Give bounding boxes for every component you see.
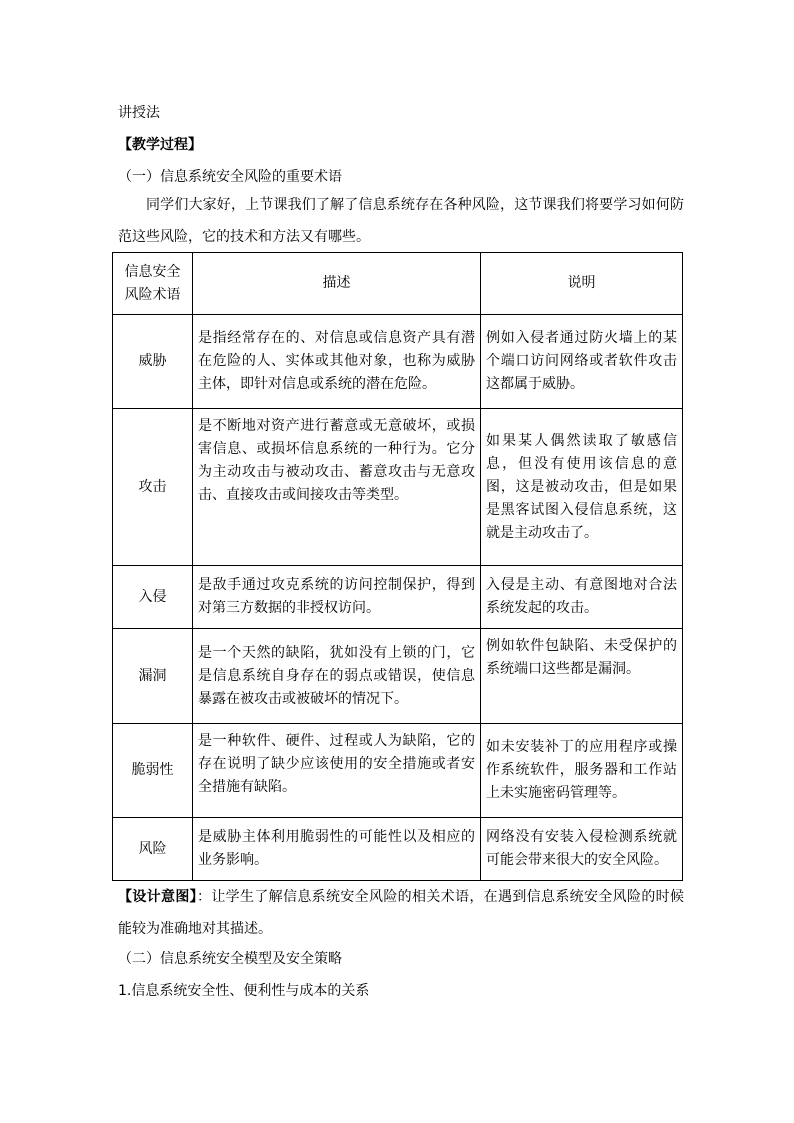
desc-cell: 是不断地对资产进行蓄意或无意破坏，或损害信息、或损坏信息系统的一种行为。它分为主动攻击与被动攻击、蓄意攻击与无意攻击、直接攻击或间接攻击等类型。 bbox=[193, 409, 481, 566]
header-desc: 描述 bbox=[193, 253, 481, 315]
design-intent-label: 【设计意图】 bbox=[118, 889, 197, 905]
table-row bbox=[113, 818, 683, 881]
teaching-method: 讲授法 bbox=[118, 105, 160, 121]
header-term: 信息安全风险术语 bbox=[113, 253, 193, 315]
table-row bbox=[113, 724, 683, 818]
table-header-row bbox=[113, 253, 683, 315]
note-cell: 网络没有安装入侵检测系统就可能会带来很大的安全风险。 bbox=[481, 818, 683, 881]
note-cell: 例如软件包缺陷、未受保护的系统端口这些都是漏洞。 bbox=[481, 629, 683, 724]
term-cell: 脆弱性 bbox=[113, 724, 193, 818]
subsection-title: 1.信息系统安全性、便利性与成本的关系 bbox=[118, 983, 370, 999]
term-cell: 风险 bbox=[113, 818, 193, 881]
note-cell: 如果某人偶然读取了敏感信息，但没有使用该信息的意图，这是被动攻击，但是如果是黑客试图入侵信息系统，这就是主动攻击了。 bbox=[481, 409, 683, 566]
term-cell: 漏洞 bbox=[113, 629, 193, 724]
table-row bbox=[113, 409, 683, 566]
term-cell: 入侵 bbox=[113, 566, 193, 629]
table-row bbox=[113, 315, 683, 409]
desc-cell: 是一个天然的缺陷，犹如没有上锁的门，它是信息系统自身存在的弱点或错误，使信息暴露在被攻击或被破坏的情况下。 bbox=[193, 629, 481, 724]
desc-cell: 是指经常存在的、对信息或信息资产具有潜在危险的人、实体或其他对象，也称为威胁主体，即针对信息或系统的潜在危险。 bbox=[193, 315, 481, 409]
term-cell: 威胁 bbox=[113, 315, 193, 409]
table-row bbox=[113, 629, 683, 724]
desc-cell: 是威胁主体利用脆弱性的可能性以及相应的业务影响。 bbox=[193, 818, 481, 881]
note-cell: 入侵是主动、有意图地对合法系统发起的攻击。 bbox=[481, 566, 683, 629]
note-cell: 如未安装补丁的应用程序或操作系统软件，服务器和工作站上未实施密码管理等。 bbox=[481, 724, 683, 818]
design-intent bbox=[118, 881, 684, 945]
table-row bbox=[113, 566, 683, 629]
section-1-title: （一）信息系统安全风险的重要术语 bbox=[118, 169, 342, 185]
note-cell: 例如入侵者通过防火墙上的某个端口访问网络或者软件攻击这都属于威胁。 bbox=[481, 315, 683, 409]
desc-cell: 是一种软件、硬件、过程或人为缺陷，它的存在说明了缺少应该使用的安全措施或者安全措施有缺陷。 bbox=[193, 724, 481, 818]
term-cell: 攻击 bbox=[113, 409, 193, 566]
risk-terms-table bbox=[112, 252, 683, 881]
process-heading: 【教学过程】 bbox=[118, 137, 202, 153]
header-note: 说明 bbox=[481, 253, 683, 315]
intro-paragraph: 同学们大家好，上节课我们了解了信息系统存在各种风险，这节课我们将要学习如何防范这些风险，它的技术和方法又有哪些。 bbox=[118, 197, 684, 245]
section-2-title: （二）信息系统安全模型及安全策略 bbox=[118, 951, 342, 967]
desc-cell: 是敌手通过攻克系统的访问控制保护，得到对第三方数据的非授权访问。 bbox=[193, 566, 481, 629]
design-intent-text: ：让学生了解信息系统安全风险的相关术语，在遇到信息系统安全风险的时候能较为准确地对其描述。 bbox=[118, 889, 684, 937]
